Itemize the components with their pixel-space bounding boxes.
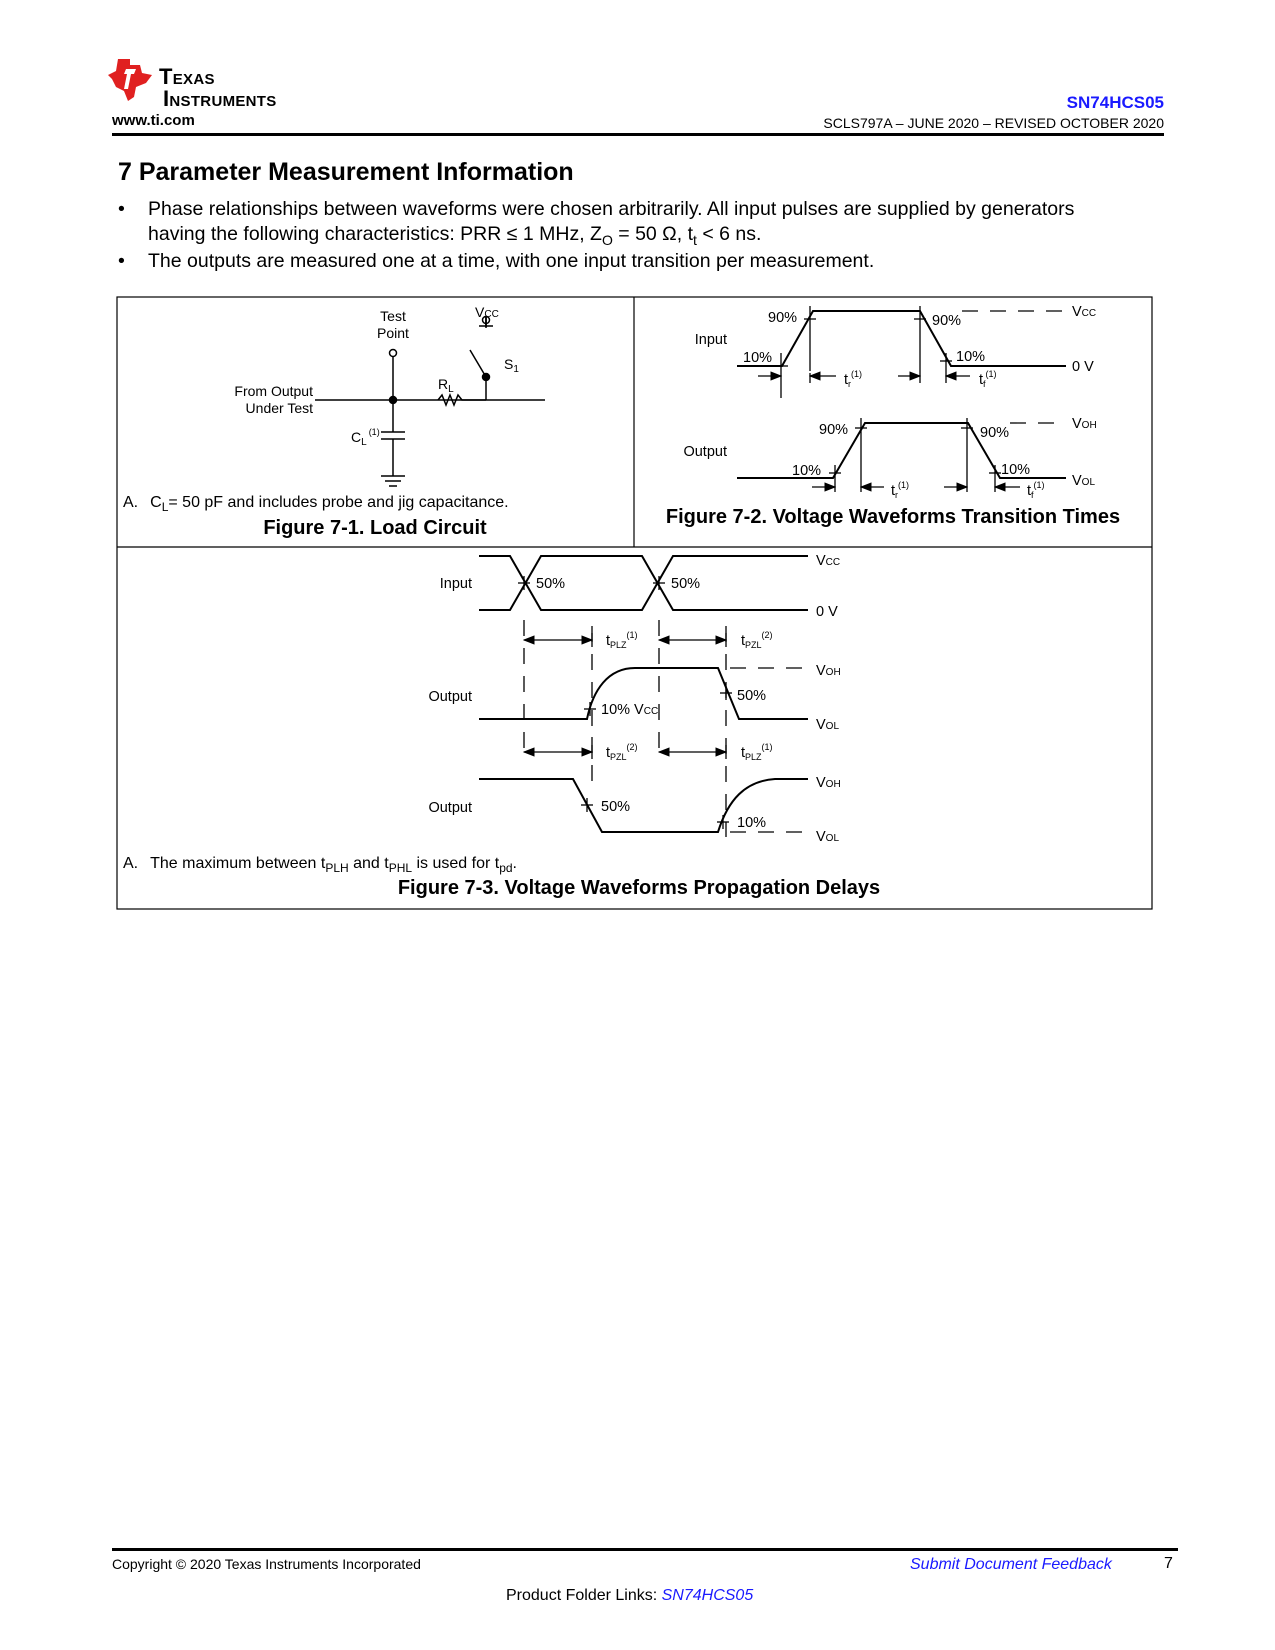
- product-folder-link[interactable]: SN74HCS05: [661, 1587, 754, 1604]
- section-title: 7 Parameter Measurement Information: [118, 158, 574, 186]
- svg-text:50%: 50%: [737, 688, 767, 704]
- part-number-link[interactable]: SN74HCS05: [1066, 93, 1164, 112]
- rl-label: $R_L$: [438, 376, 454, 395]
- svg-text:VOH: VOH: [816, 663, 841, 679]
- svg-text:10% VCC: 10% VCC: [601, 702, 659, 718]
- test-point-label: Test: [380, 308, 406, 324]
- fig1-caption: Figure 7-1. Load Circuit: [263, 517, 487, 539]
- svg-text:90%: 90%: [819, 422, 849, 438]
- svg-text:VOL: VOL: [816, 717, 840, 733]
- fig3-caption: Figure 7-3. Voltage Waveforms Propagation Delays: [397, 877, 881, 899]
- under-test-label: Under Test: [245, 400, 313, 416]
- bullet-2-text: The outputs are measured one at a time, with one input transition per measurement.: [148, 250, 875, 272]
- svg-text:90%: 90%: [768, 310, 798, 326]
- page-number: 7: [1164, 1555, 1173, 1572]
- svg-text:tPLZ(1): $t_{PLZ}^{(1)}$: [741, 742, 773, 762]
- svg-text:10%: 10%: [737, 815, 767, 831]
- svg-text:VOL: VOL: [1072, 473, 1096, 489]
- submit-feedback-link[interactable]: Submit Document Feedback: [910, 1556, 1112, 1573]
- svg-text:VOH: VOH: [1072, 416, 1097, 432]
- product-folder-links: Product Folder Links: SN74HCS05: [506, 1587, 754, 1604]
- svg-text:90%: 90%: [980, 425, 1010, 441]
- vcc-label: VCC: [475, 304, 499, 320]
- svg-text:tPZL(2): $t_{PZL}^{(2)}$: [741, 630, 773, 650]
- bullet-marker: •: [118, 198, 125, 220]
- transition-waveforms: [737, 311, 1066, 478]
- fig1-note: A. $C_L= 50$ pF and includes probe and jig capacitance.: [123, 494, 509, 514]
- fig2-caption: Figure 7-2. Voltage Waveforms Transition Times: [665, 506, 1121, 528]
- propagation-labels: [428, 553, 840, 845]
- footer-rule: [112, 1548, 1178, 1551]
- s1-label: $S_1$: [504, 356, 519, 375]
- svg-text:10%: 10%: [956, 349, 986, 365]
- svg-text:tr(1): $t_r^{(1)}$: [891, 480, 910, 500]
- fig3-note: A. The maximum between $t_{PLH}$ and $t_{PHL}$ is used for $t_{pd}$.: [123, 855, 517, 875]
- svg-text:0 V: 0 V: [1072, 359, 1094, 375]
- bullet-1-line1: Phase relationships between waveforms were chosen arbitrarily. All input pulses are supplied by generators: [148, 198, 1075, 220]
- svg-text:tf(1): $t_f^{(1)}$: [1027, 480, 1045, 500]
- cl-label: $C_L^{(1)}$: [351, 427, 380, 448]
- copyright: Copyright © 2020 Texas Instruments Incorporated: [112, 1556, 421, 1572]
- svg-text:tPZL(2): $t_{PZL}^{(2)}$: [606, 742, 638, 762]
- svg-text:tPLZ(1): $t_{PLZ}^{(1)}$: [606, 630, 638, 650]
- website-link[interactable]: www.ti.com: [112, 112, 195, 129]
- svg-text:10%: 10%: [1001, 462, 1031, 478]
- svg-text:tr(1): $t_r^{(1)}$: [844, 369, 863, 389]
- svg-text:0 V: 0 V: [816, 604, 838, 620]
- svg-text:90%: 90%: [932, 313, 962, 329]
- doc-reference: SCLS797A – JUNE 2020 – REVISED OCTOBER 2020: [823, 115, 1164, 131]
- svg-text:Output: Output: [683, 444, 727, 460]
- svg-text:VCC: VCC: [816, 553, 841, 569]
- load-circuit: [315, 316, 545, 486]
- svg-text:VOL: VOL: [816, 829, 840, 845]
- svg-text:50%: 50%: [536, 576, 566, 592]
- propagation-dashes: [524, 620, 808, 837]
- svg-text:Input: Input: [694, 332, 727, 348]
- logo-instruments: Instruments: [163, 86, 277, 111]
- transition-labels: [683, 304, 1096, 500]
- bullet-1-line2: having the following characteristics: PRR ≤ 1 MHz, $Z_O = 50$ Ω, $t_t < 6$ ns.: [148, 223, 762, 248]
- svg-text:VCC: VCC: [1072, 304, 1097, 320]
- bullet-marker: •: [118, 250, 125, 272]
- logo-texas: Texas: [159, 64, 215, 89]
- svg-text:50%: 50%: [671, 576, 701, 592]
- test-point-label-2: Point: [377, 325, 409, 341]
- load-circuit-labels: [234, 304, 519, 448]
- svg-text:10%: 10%: [743, 350, 773, 366]
- svg-text:Output: Output: [428, 689, 472, 705]
- svg-text:50%: 50%: [601, 799, 631, 815]
- svg-text:VOH: VOH: [816, 775, 841, 791]
- from-output-label: From Output: [234, 383, 313, 399]
- svg-text:Input: Input: [439, 576, 472, 592]
- svg-text:10%: 10%: [792, 463, 822, 479]
- svg-text:tf(1): $t_f^{(1)}$: [979, 369, 997, 389]
- svg-text:Output: Output: [428, 800, 472, 816]
